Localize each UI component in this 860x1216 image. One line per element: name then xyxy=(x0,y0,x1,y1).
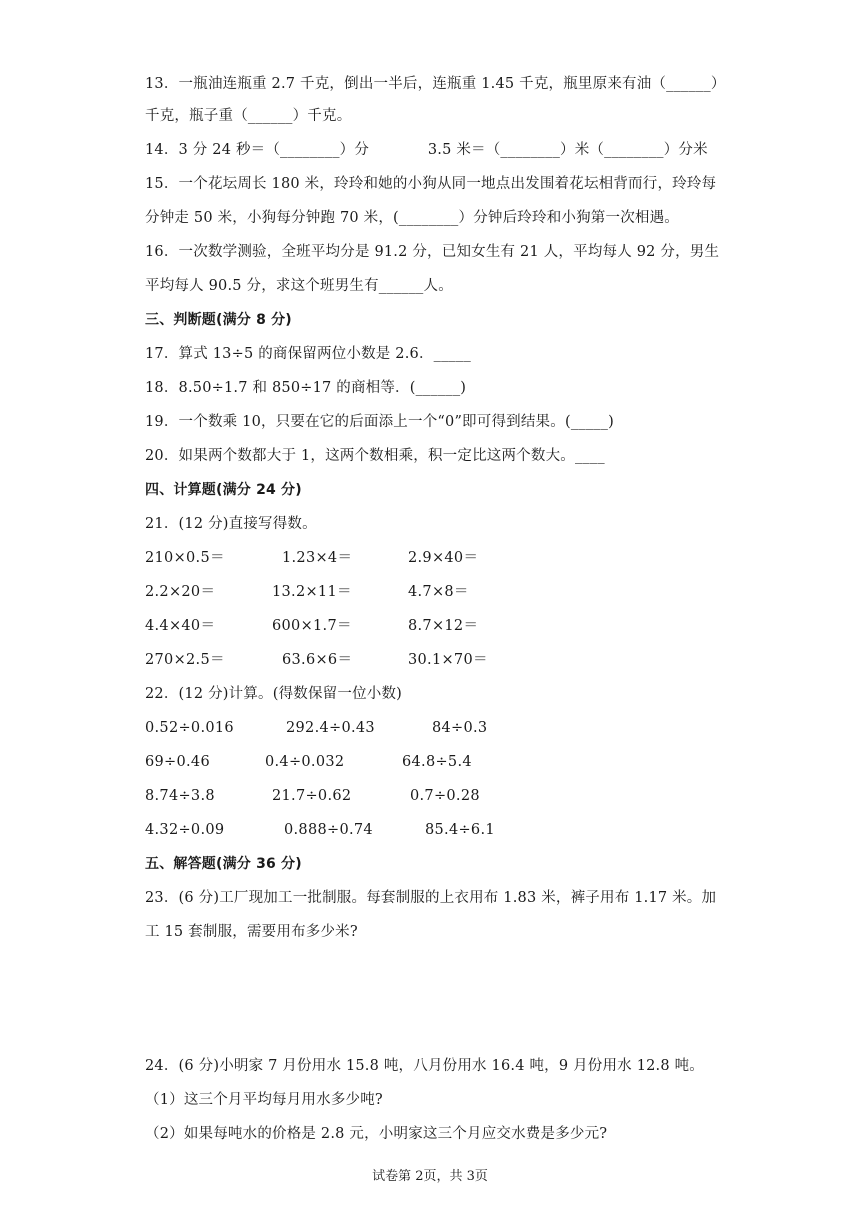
question-15-line-1: 15．一个花坛周长 180 米，玲玲和她的小狗从同一地点出发围着花坛相背而行，玲玲每 xyxy=(145,176,717,192)
q21-item: 1.23×4＝ xyxy=(282,550,353,566)
q22-item: 0.4÷0.032 xyxy=(265,754,345,770)
question-16-line-1: 16．一次数学测验，全班平均分是 91.2 分，已知女生有 21 人，平均每人 92 分，男生 xyxy=(145,244,720,260)
question-20: 20．如果两个数都大于 1，这两个数相乘，积一定比这两个数大。____ xyxy=(145,448,605,464)
q21-item: 4.7×8＝ xyxy=(408,584,469,600)
q22-item: 69÷0.46 xyxy=(145,754,210,770)
q22-item: 84÷0.3 xyxy=(432,720,488,736)
q22-item: 64.8÷5.4 xyxy=(402,754,472,770)
q21-item: 13.2×11＝ xyxy=(272,584,352,600)
question-17: 17．算式 13÷5 的商保留两位小数是 2.6．_____ xyxy=(145,346,471,362)
question-23-line-1: 23．(6 分)工厂现加工一批制服。每套制服的上衣用布 1.83 米，裤子用布 1.17 米。加 xyxy=(145,890,717,906)
q22-item: 21.7÷0.62 xyxy=(272,788,352,804)
section-4-heading: 四、计算题(满分 24 分) xyxy=(145,482,302,498)
question-18: 18．8.50÷1.7 和 850÷17 的商相等．(______) xyxy=(145,380,467,396)
q21-item: 2.9×40＝ xyxy=(408,550,479,566)
question-22: 22．(12 分)计算。(得数保留一位小数) xyxy=(145,686,403,702)
question-15-line-2: 分钟走 50 米，小狗每分钟跑 70 米，(________）分钟后玲玲和小狗第一次相遇。 xyxy=(145,210,679,226)
question-23-line-2: 工 15 套制服，需要用布多少米? xyxy=(145,924,358,940)
question-16-line-2: 平均每人 90.5 分，求这个班男生有______人。 xyxy=(145,278,453,294)
q22-item: 85.4÷6.1 xyxy=(425,822,495,838)
question-24: 24．(6 分)小明家 7 月份用水 15.8 吨，八月份用水 16.4 吨，9 月份用水 12.8 吨。 xyxy=(145,1058,704,1074)
q22-item: 0.52÷0.016 xyxy=(145,720,234,736)
q21-item: 210×0.5＝ xyxy=(145,550,225,566)
q22-item: 4.32÷0.09 xyxy=(145,822,225,838)
question-24-part-2: （2）如果每吨水的价格是 2.8 元，小明家这三个月应交水费是多少元? xyxy=(145,1126,608,1142)
q21-item: 63.6×6＝ xyxy=(282,652,353,668)
q21-item: 4.4×40＝ xyxy=(145,618,216,634)
q22-item: 0.7÷0.28 xyxy=(410,788,480,804)
q21-item: 600×1.7＝ xyxy=(272,618,352,634)
question-21: 21．(12 分)直接写得数。 xyxy=(145,516,317,532)
q22-item: 292.4÷0.43 xyxy=(286,720,375,736)
question-19: 19．一个数乘 10，只要在它的后面添上一个“0”即可得到结果。(_____) xyxy=(145,414,614,430)
question-13-line-2: 千克，瓶子重（______）千克。 xyxy=(145,108,352,124)
section-5-heading: 五、解答题(满分 36 分) xyxy=(145,856,302,872)
q21-item: 8.7×12＝ xyxy=(408,618,479,634)
q22-item: 0.888÷0.74 xyxy=(284,822,373,838)
question-14: 14．3 分 24 秒＝（________）分 3.5 米＝（________）米（________）分米 xyxy=(145,142,708,158)
section-3-heading: 三、判断题(满分 8 分) xyxy=(145,312,292,328)
q21-item: 30.1×70＝ xyxy=(408,652,488,668)
page-footer: 试卷第 2页，共 3页 xyxy=(372,1169,488,1184)
q22-item: 8.74÷3.8 xyxy=(145,788,215,804)
question-24-part-1: （1）这三个月平均每月用水多少吨? xyxy=(145,1092,383,1108)
question-13-line-1: 13．一瓶油连瓶重 2.7 千克，倒出一半后，连瓶重 1.45 千克，瓶里原来有油（______） xyxy=(145,76,726,92)
q21-item: 2.2×20＝ xyxy=(145,584,216,600)
q21-item: 270×2.5＝ xyxy=(145,652,225,668)
